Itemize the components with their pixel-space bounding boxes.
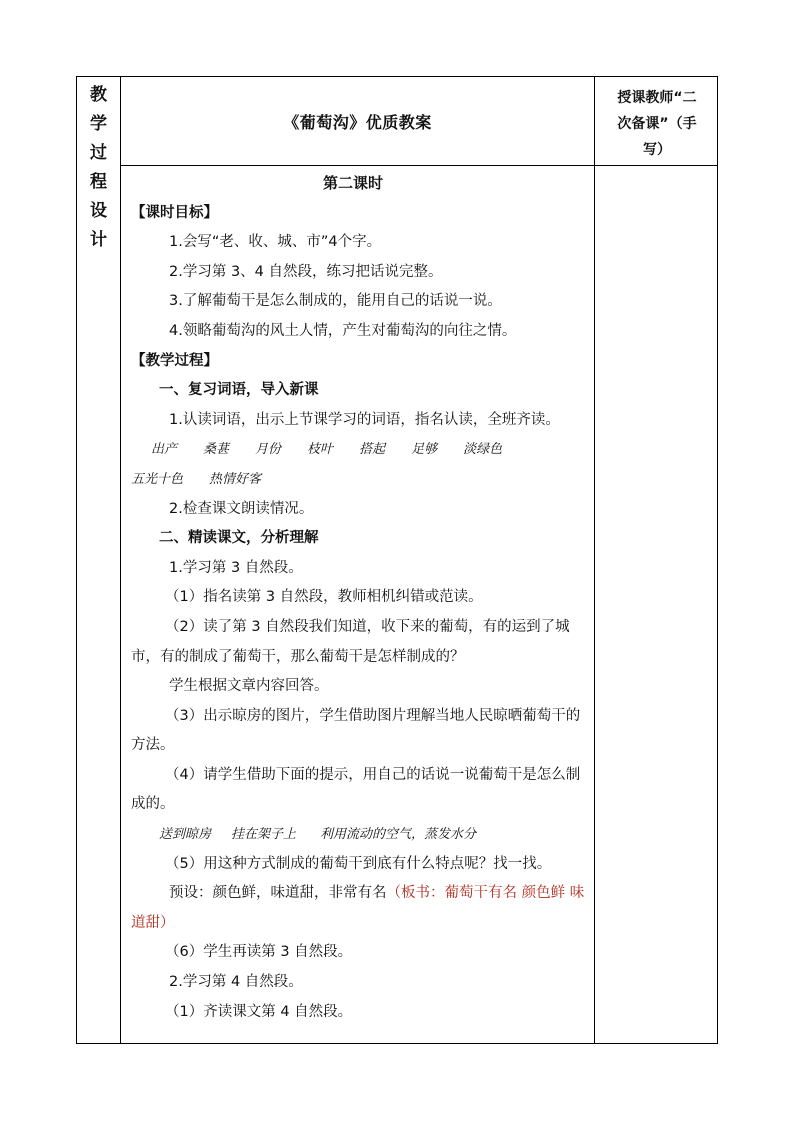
part-heading: 一、复习词语，导入新课 bbox=[159, 382, 319, 399]
hint-word: 挂在架子上 bbox=[231, 827, 297, 843]
section-label-char: 学 bbox=[90, 114, 107, 134]
goal-item: 4.领略葡萄沟的风土人情，产生对葡萄沟的向往之情。 bbox=[169, 322, 517, 339]
vocab-word: 热情好客 bbox=[209, 471, 262, 487]
teacher-notes-header-line: 授课教师“二 bbox=[617, 90, 697, 106]
goals-heading: 【课时目标】 bbox=[131, 204, 218, 221]
teacher-notes-header-line: 写） bbox=[643, 142, 671, 158]
vocab-word: 桑葚 bbox=[203, 442, 230, 458]
paragraph: 1.学习第 3 自然段。 bbox=[169, 559, 303, 576]
goal-item: 3.了解葡萄干是怎么制成的，能用自己的话说一说。 bbox=[169, 293, 502, 310]
paragraph: 2.学习第 4 自然段。 bbox=[169, 974, 303, 991]
column-divider bbox=[594, 77, 595, 1043]
paragraph: （1）指名读第 3 自然段，教师相机纠错或范读。 bbox=[165, 589, 483, 606]
hint-word: 利用流动的空气，蒸发水分 bbox=[320, 827, 477, 843]
vocab-word: 枝叶 bbox=[307, 442, 334, 458]
section-label-char: 计 bbox=[90, 230, 107, 250]
vocab-word: 足够 bbox=[411, 442, 438, 458]
paragraph: （6）学生再读第 3 自然段。 bbox=[165, 944, 353, 961]
process-heading: 【教学过程】 bbox=[131, 352, 218, 369]
word-list bbox=[121, 435, 585, 465]
goal-item: 1.会写“老、收、城、市”4个字。 bbox=[169, 234, 382, 251]
vocab-word: 月份 bbox=[255, 442, 282, 458]
section-label-char: 教 bbox=[90, 85, 107, 105]
paragraph: （4）请学生借助下面的提示，用自己的话说一说葡萄干是怎么制成的。 bbox=[131, 766, 581, 813]
board-note: （板书：葡萄干有名 颜色鲜 味道甜） bbox=[131, 885, 585, 931]
vocab-word: 淡绿色 bbox=[463, 442, 503, 458]
paragraph: （2）读了第 3 自然段我们知道，收下来的葡萄，有的运到了城市，有的制成了葡萄干，那么葡萄干是怎样制成的？ bbox=[131, 618, 570, 665]
vocab-word: 搭起 bbox=[359, 442, 386, 458]
section-label-char: 过 bbox=[90, 143, 107, 163]
row-divider bbox=[594, 165, 718, 166]
section-label-char: 设 bbox=[90, 201, 107, 221]
teacher-notes-header bbox=[595, 85, 719, 163]
document-title: 《葡萄沟》优质教案 bbox=[283, 113, 432, 132]
vocab-word: 出产 bbox=[151, 442, 178, 458]
preset-text: 预设：颜色鲜，味道甜，非常有名 bbox=[169, 885, 387, 902]
lesson-plan-table bbox=[76, 76, 718, 1044]
word-list bbox=[121, 465, 585, 495]
paragraph: 1.认读词语，出示上节课学习的词语，指名认读，全班齐读。 bbox=[169, 411, 560, 428]
paragraph: 2.检查课文朗读情况。 bbox=[169, 500, 314, 517]
vocab-word: 五光十色 bbox=[131, 471, 184, 487]
preset-paragraph bbox=[121, 879, 585, 938]
row-divider bbox=[120, 165, 595, 166]
hint-word: 送到晾房 bbox=[159, 827, 212, 843]
section-label-char: 程 bbox=[90, 172, 107, 192]
teacher-notes-header-line: 次备课”（手 bbox=[617, 116, 697, 132]
paragraph: （3）出示晾房的图片，学生借助图片理解当地人民晾晒葡萄干的方法。 bbox=[131, 707, 581, 754]
paragraph: （5）用这种方式制成的葡萄干到底有什么特点呢？找一找。 bbox=[165, 855, 552, 872]
goal-item: 2.学习第 3、4 自然段，练习把话说完整。 bbox=[169, 263, 443, 280]
lesson-title: 第二课时 bbox=[322, 174, 383, 192]
paragraph: 学生根据文章内容回答。 bbox=[169, 678, 329, 695]
paragraph: （1）齐读课文第 4 自然段。 bbox=[165, 1003, 353, 1020]
lesson-content bbox=[121, 169, 585, 1027]
section-label bbox=[77, 77, 120, 255]
hint-list bbox=[121, 820, 585, 850]
part-heading: 二、精读课文，分析理解 bbox=[159, 530, 319, 547]
